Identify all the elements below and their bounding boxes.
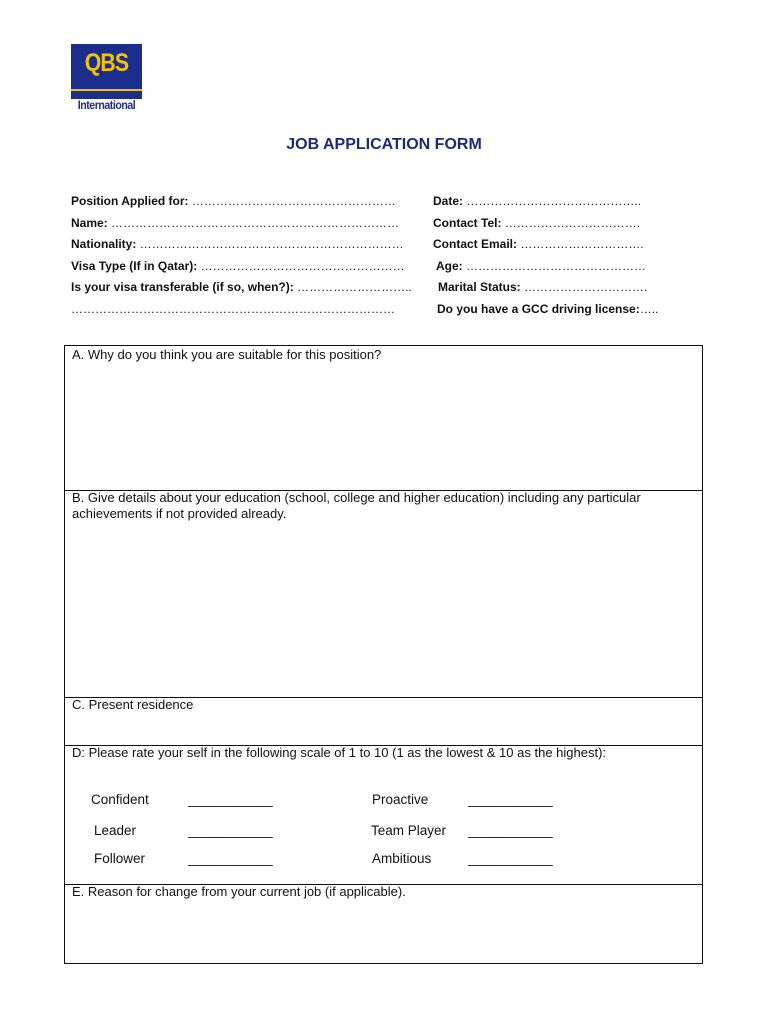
field-nationality[interactable] — [71, 237, 404, 251]
field-dots: …………………………………………… — [188, 194, 396, 208]
rating-blank-leader[interactable]: ____________ — [188, 823, 273, 838]
section-d-label: D: Please rate your self in the following scale of 1 to 10 (1 as the lowest & 10 as the highest): — [72, 745, 607, 760]
rating-label-follower: Follower — [94, 851, 146, 866]
logo-box — [71, 44, 142, 99]
rating-blank-confident[interactable]: ____________ — [188, 792, 273, 807]
rating-blank-ambitious[interactable]: ____________ — [468, 851, 553, 866]
section-b-label: B. Give details about your education (school, college and higher education) including any particular achievements if not provided already. — [72, 490, 641, 521]
field-date[interactable] — [433, 194, 641, 208]
field-label: Name: — [71, 216, 108, 230]
field-gcc-license[interactable] — [437, 302, 658, 316]
field-label: Date: — [433, 194, 464, 208]
field-dots: ……………………………. — [501, 216, 641, 230]
rating-label-team-player: Team Player — [371, 823, 447, 838]
rating-label-confident: Confident — [91, 792, 149, 807]
field-label: Marital Status: — [438, 280, 521, 294]
field-label: Contact Email: — [433, 237, 518, 251]
field-label: Age: — [436, 259, 463, 273]
rating-blank-team-player[interactable]: ____________ — [468, 823, 553, 838]
field-age[interactable] — [436, 259, 646, 273]
field-label: Is your visa transferable (if so, when?): — [71, 280, 294, 294]
field-dots: ……………………………………………………………………… — [71, 302, 395, 316]
field-label: Nationality: — [71, 237, 137, 251]
field-position[interactable] — [71, 194, 396, 208]
field-marital-status[interactable] — [438, 280, 647, 294]
rating-label-proactive: Proactive — [372, 792, 429, 807]
field-contact-tel[interactable] — [433, 216, 640, 230]
field-dots: ………………………………………………………… — [136, 237, 404, 251]
field-label: Visa Type (If in Qatar): — [71, 259, 198, 273]
questions-frame — [64, 345, 703, 964]
section-e-answer-area[interactable] — [65, 903, 702, 963]
field-dots: …………………………. — [517, 237, 644, 251]
field-label: Do you have a GCC driving license: — [437, 302, 640, 316]
logo-subtitle: International — [77, 100, 136, 112]
section-a-answer-area[interactable] — [65, 366, 702, 490]
section-e-label: E. Reason for change from your current job (if applicable). — [72, 884, 406, 899]
field-visa-type[interactable] — [71, 259, 405, 273]
field-label: Position Applied for: — [71, 194, 189, 208]
section-c-label: C. Present residence — [72, 697, 194, 712]
field-dots: …………………………………….. — [463, 194, 642, 208]
rating-blank-follower[interactable]: ____________ — [188, 851, 273, 866]
field-visa-continuation[interactable] — [71, 302, 395, 316]
field-label: Contact Tel: — [433, 216, 502, 230]
rating-label-ambitious: Ambitious — [372, 851, 432, 866]
section-c-answer-area[interactable] — [65, 716, 702, 745]
field-name[interactable] — [71, 216, 399, 230]
field-visa-transferable[interactable] — [71, 280, 412, 294]
field-dots: ……………………………………… — [462, 259, 647, 273]
field-dots: …………………………. — [520, 280, 648, 294]
field-dots: ……………………………………………………………… — [107, 216, 400, 230]
field-contact-email[interactable] — [433, 237, 644, 251]
field-dots: …………………………………………… — [197, 259, 405, 273]
rating-label-leader: Leader — [94, 823, 137, 838]
section-b-answer-area[interactable] — [65, 526, 702, 697]
logo-letters: QBS — [84, 49, 129, 77]
qbs-logo — [71, 44, 142, 114]
rating-blank-proactive[interactable]: ____________ — [468, 792, 553, 807]
field-dots: ……………………….. — [293, 280, 412, 294]
field-dots: ….. — [639, 302, 659, 316]
form-title: JOB APPLICATION FORM — [286, 136, 482, 153]
section-a-label: A. Why do you think you are suitable for this position? — [72, 347, 382, 362]
